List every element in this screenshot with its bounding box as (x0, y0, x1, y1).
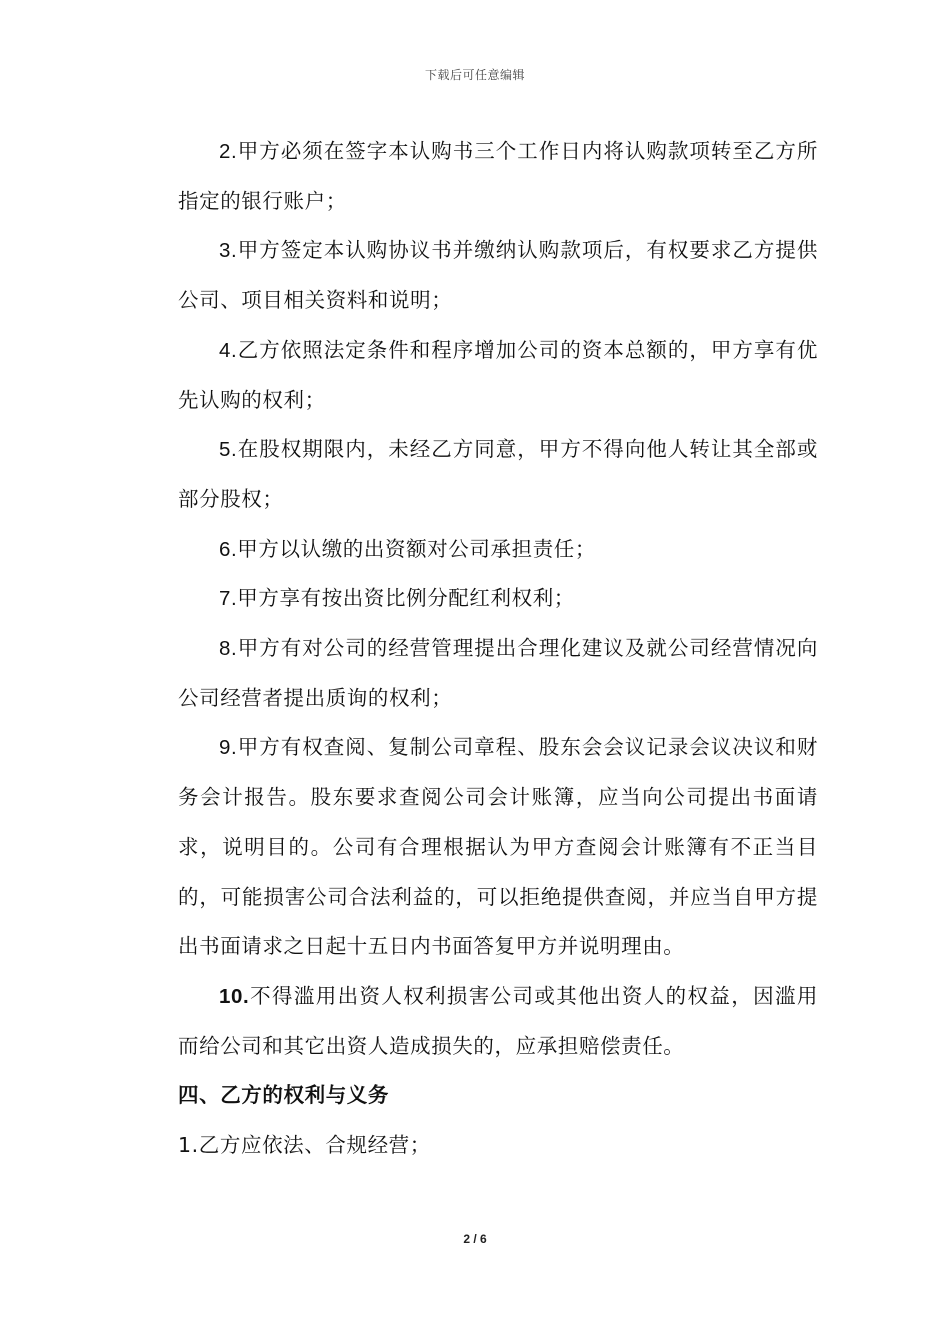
section-heading: 四、乙方的权利与义务 (178, 1083, 389, 1108)
clause-5 (178, 425, 818, 524)
header-note: 下载后可任意编辑 (424, 68, 525, 82)
clause-number: 2. (219, 140, 238, 163)
clause-number: 3. (219, 239, 238, 263)
clause-3 (178, 226, 818, 325)
clause-2 (178, 127, 818, 226)
page-number: 2 / 6 (463, 1232, 487, 1246)
clause-text: 甲方必须在签字本认购书三个工作日内将认购款项转至乙方所指定的银行账户； (178, 139, 818, 213)
clause-number: 6. (219, 537, 238, 561)
clause-text: 甲方有对公司的经营管理提出合理化建议及就公司经营情况向公司经营者提出质询的权利； (178, 636, 818, 710)
clause-9 (178, 723, 818, 972)
clause-text: 乙方依照法定条件和程序增加公司的资本总额的，甲方享有优先认购的权利； (178, 337, 818, 412)
clause-6 (178, 525, 818, 575)
clause-8 (178, 624, 818, 723)
clause-number: 1. (178, 1133, 199, 1158)
section-clause-1 (178, 1121, 818, 1171)
clause-4 (178, 326, 818, 425)
clause-number: 10. (219, 984, 250, 1008)
clause-number: 4. (219, 338, 238, 362)
clause-text: 甲方享有按出资比例分配红利权利； (237, 586, 575, 611)
clause-text: 不得滥用出资人权利损害公司或其他出资人的权益，因滥用而给公司和其它出资人造成损失的，应承担赔偿责任。 (178, 983, 818, 1058)
clause-number: 5. (219, 438, 238, 462)
clause-7 (178, 574, 818, 624)
clause-text: 乙方应依法、合规经营； (198, 1133, 431, 1158)
clause-number: 9. (219, 736, 238, 760)
clause-text: 甲方签定本认购协议书并缴纳认购款项后，有权要求乙方提供公司、项目相关资料和说明； (178, 238, 818, 313)
clause-text: 在股权期限内，未经乙方同意，甲方不得向他人转让其全部或部分股权； (178, 437, 818, 511)
clause-number: 8. (219, 637, 238, 661)
clause-number: 7. (219, 587, 238, 611)
clause-10 (178, 972, 818, 1071)
clause-text: 甲方以认缴的出资额对公司承担责任； (237, 536, 596, 561)
clause-text: 甲方有权查阅、复制公司章程、股东会会议记录会议决议和财务会计报告。股东要求查阅公司会计账簿，应当向公司提出书面请求，说明目的。公司有合理根据认为甲方查阅会计账簿有不正当目的，可能损害公司合法利益的，可以拒绝提供查阅，并应当自甲方提出书面请求之日起十五日内书面答复甲方并说明理由。 (178, 735, 818, 959)
document-body (178, 127, 818, 1171)
